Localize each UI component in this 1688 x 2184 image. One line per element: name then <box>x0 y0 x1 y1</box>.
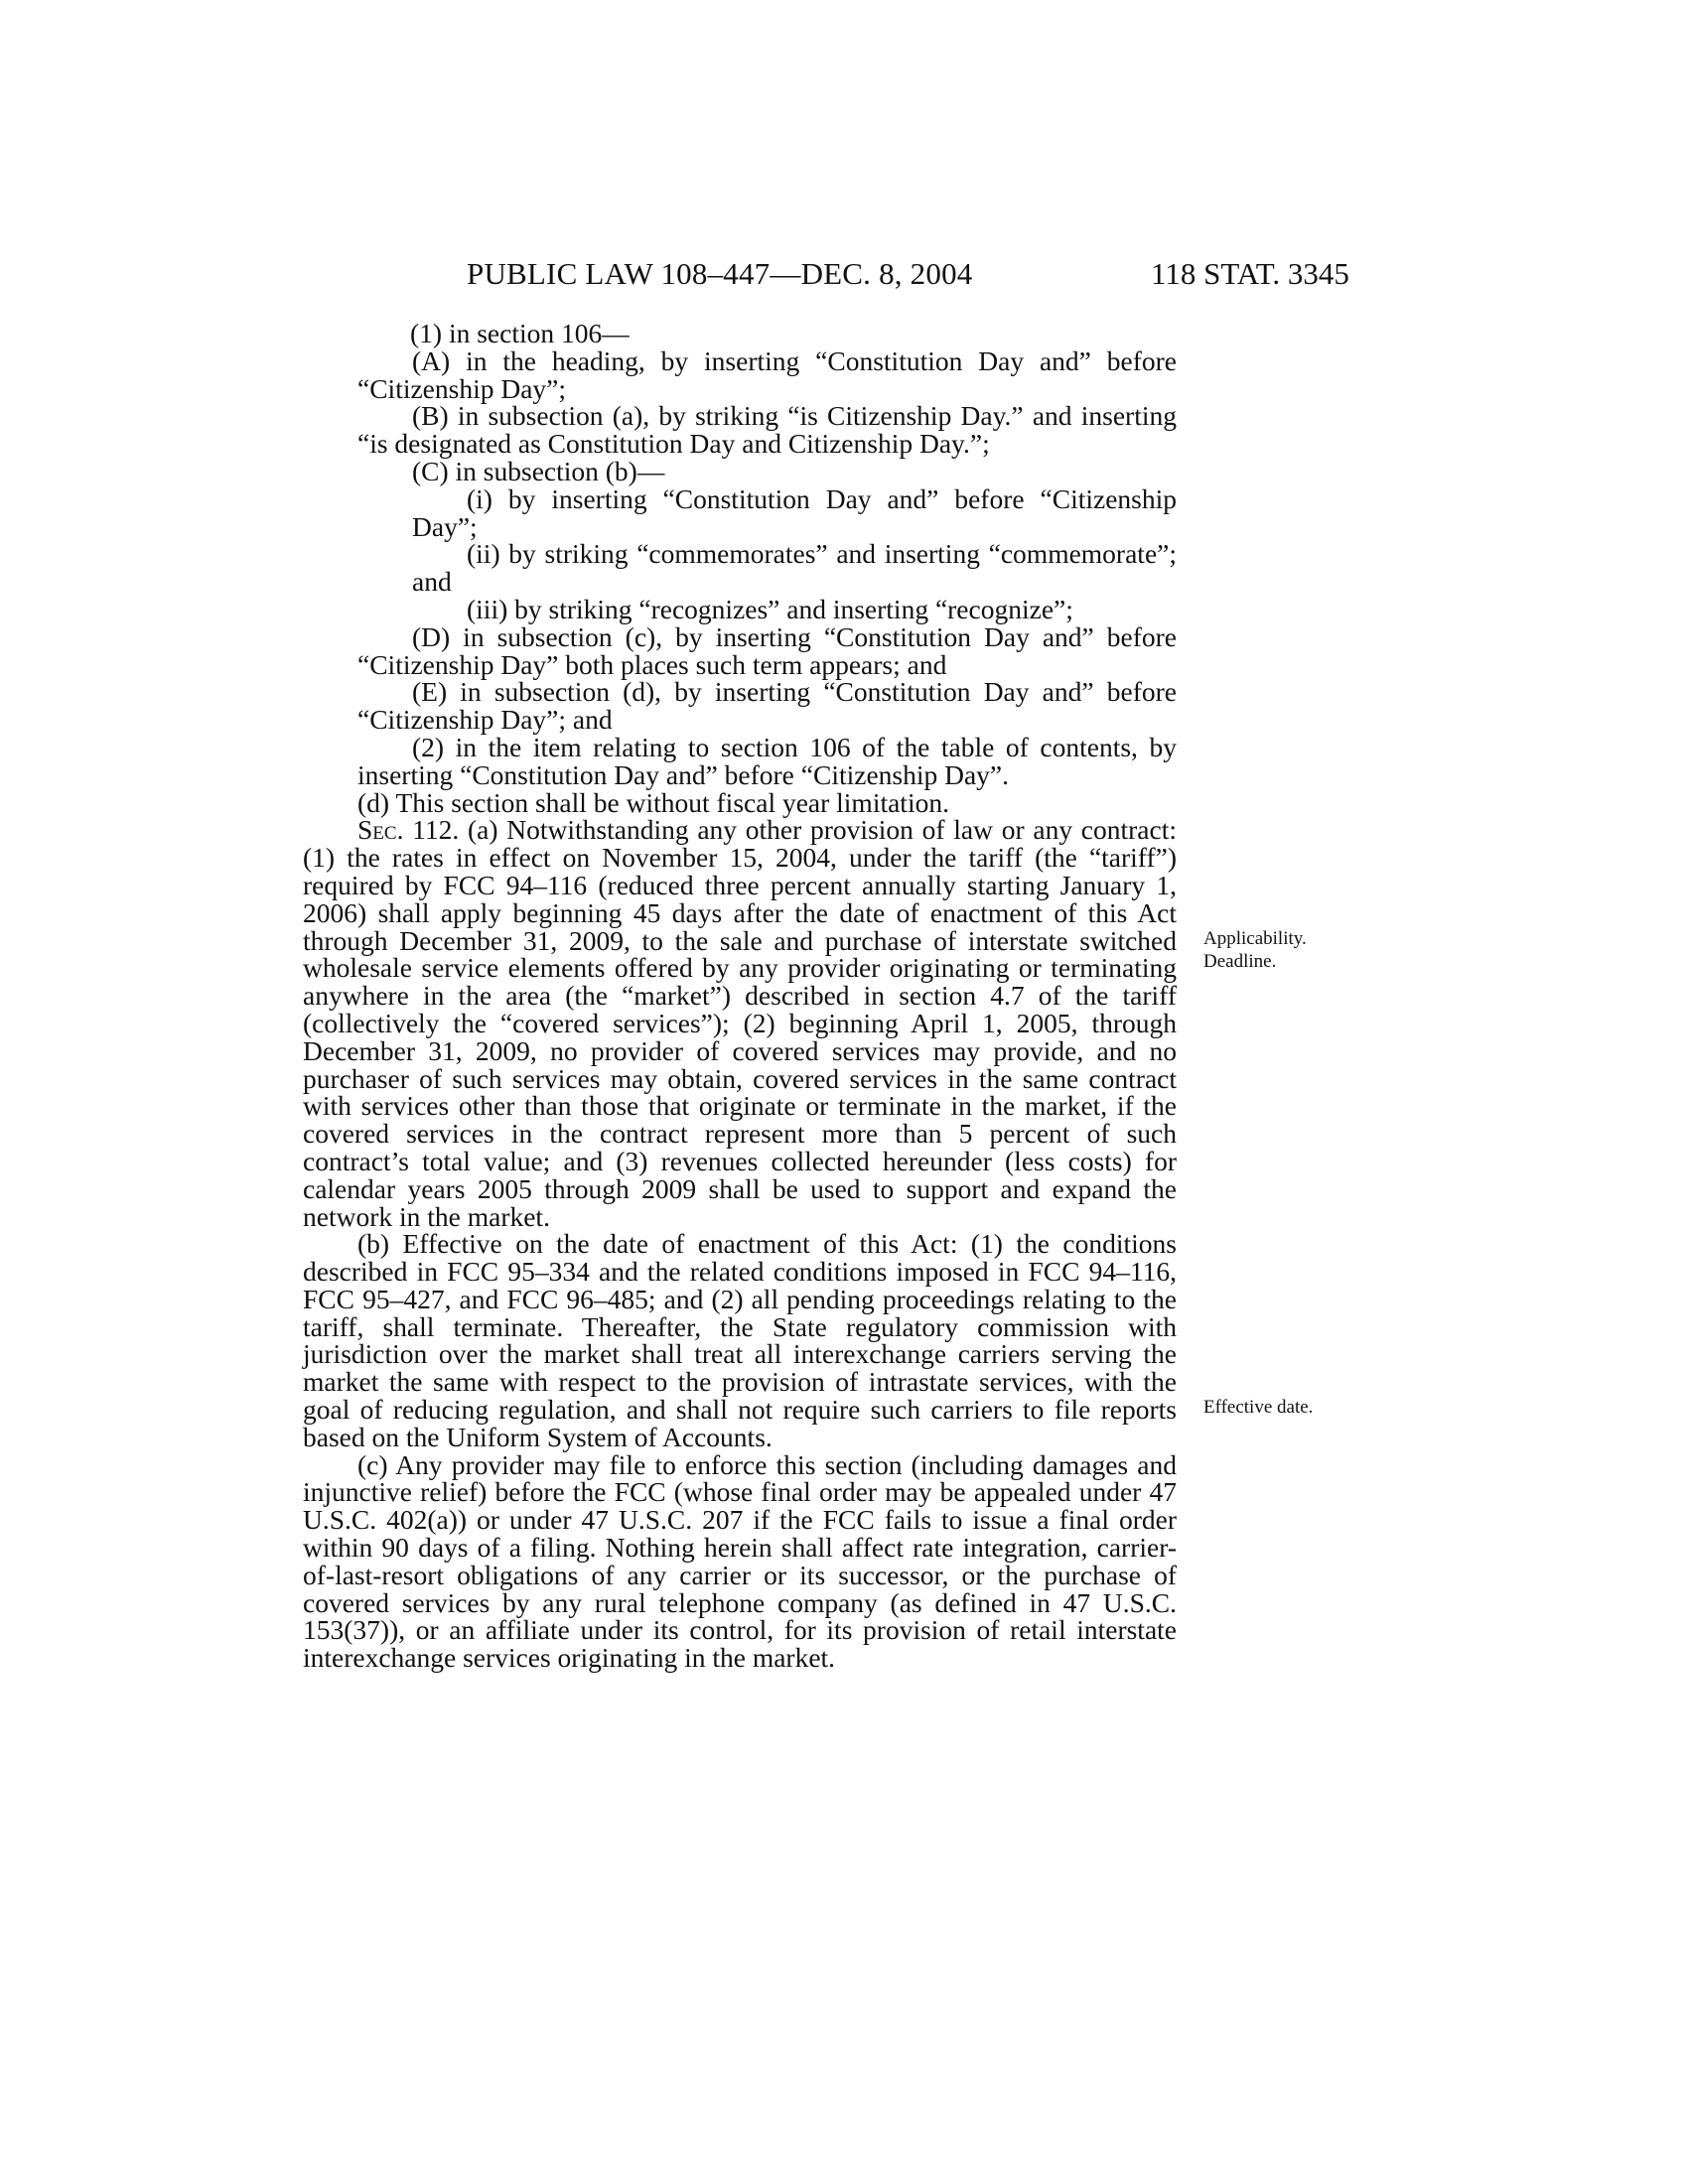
subsection-d: (d) This section shall be without fiscal year limitation. <box>357 786 949 818</box>
margin-note-deadline: Deadline. <box>1203 951 1277 972</box>
section-112-a <box>303 816 1177 1230</box>
running-header-title: PUBLIC LAW 108–447—DEC. 8, 2004 <box>467 256 973 291</box>
statute-body <box>303 320 1177 1672</box>
item-1-C-ii: (ii) by striking “commemorates” and inserting “commemorate”; and <box>412 538 1177 598</box>
item-1-A: (A) in the heading, by inserting “Constitution Day and” before “Citizenship Day”; <box>357 344 1177 404</box>
item-1: (1) in section 106— <box>410 318 630 348</box>
item-1-D: (D) in subsection (c), by inserting “Constitution Day and” before “Citizenship Day” both places such term appears; and <box>357 620 1177 680</box>
item-1-C: (C) in subsection (b)— <box>412 455 665 486</box>
section-112-a-text: 112. (a) Notwithstanding any other provision of law or any contract: (1) the rates in effect on November 15, 2004, under the tariff (the “tariff”) required by FCC 94–116 (reduced three percent annually starting January 1, 2006) shall apply beginning 45 days after the date of enactment of this Act through December 31, 2009, to the sale and purchase of interstate switched wholesale service elements offered by any provider originating or terminating anywhere in the area (the “market”) described in section 4.7 of the tariff (collectively the “covered services”); (2) beginning April 1, 2005, through December 31, 2009, no provider of covered services may provide, and no purchaser of such services may obtain, covered services in the same contract with services other than those that originate or terminate in the market, if the covered services in the contract represent more than 5 percent of such contract’s total value; and (3) revenues collected hereunder (less costs) for calendar years 2005 through 2009 shall be used to support and expand the network in the market. <box>303 814 1177 1232</box>
item-1-C-i: (i) by inserting “Constitution Day and” before “Citizenship Day”; <box>412 482 1177 542</box>
item-1-E: (E) in subsection (d), by inserting “Constitution Day and” before “Citizenship Day”; and <box>357 676 1177 736</box>
section-112-b: (b) Effective on the date of enactment of this Act: (1) the conditions described in FCC 95–334 and the related conditions imposed in FCC 94–116, FCC 95–427, and FCC 96–485; and (2) all pending proceedings relating to the tariff, shall terminate. Thereafter, the State regulatory commission with jurisdiction over the market shall treat all interexchange carriers serving the market the same with respect to the provision of intrastate services, with the goal of reducing regulation, and shall not require such carriers to file reports based on the Uniform System of Accounts. <box>303 1228 1177 1452</box>
section-112-c: (c) Any provider may file to enforce this section (including damages and injunctive relief) before the FCC (whose final order may be appealed under 47 U.S.C. 402(a)) or under 47 U.S.C. 207 if the FCC fails to issue a final order within 90 days of a filing. Nothing herein shall affect rate integration, carrier-of-last-resort obligations of any carrier or its successor, or the purchase of covered services by any rural telephone company (as defined in 47 U.S.C. 153(37)), or an affiliate under its control, for its provision of retail interstate interexchange services originating in the market. <box>303 1448 1177 1674</box>
margin-note-applicability: Applicability. <box>1203 928 1307 949</box>
item-1-C-iii: (iii) by striking “recognizes” and inserting “recognize”; <box>467 593 1073 624</box>
margin-note-effective-date: Effective date. <box>1203 1397 1314 1418</box>
item-2: (2) in the item relating to section 106 of the table of contents, by inserting “Constitution Day and” before “Citizenship Day”. <box>357 731 1177 790</box>
running-header-page-number: 118 STAT. 3345 <box>1151 256 1349 291</box>
item-1-B: (B) in subsection (a), by striking “is Citizenship Day.” and inserting “is designated as Constitution Day and Citizenship Day.”; <box>357 400 1177 460</box>
section-label: Sec. <box>357 814 404 846</box>
